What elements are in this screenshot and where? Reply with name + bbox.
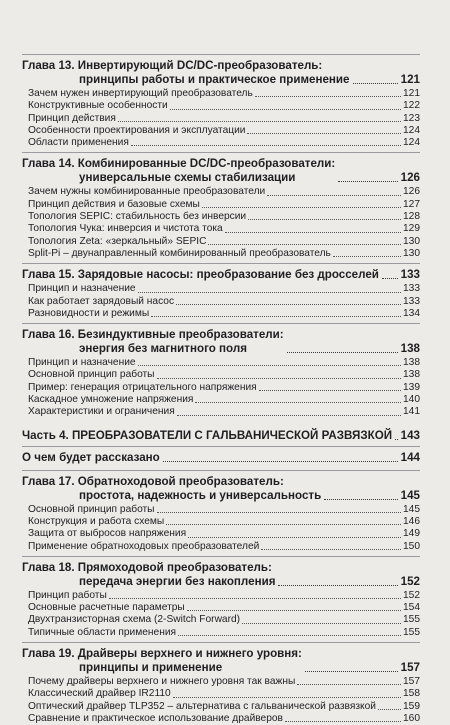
toc-item-page: 133 [403,283,420,295]
dot-leader [382,278,398,279]
dot-leader [208,244,401,245]
dot-leader [287,352,398,353]
chapter-page: 126 [400,171,420,185]
toc-item-page: 126 [403,186,420,198]
toc-item[interactable] [22,137,420,149]
toc-item-text: Split-Pi – двунаправленный комбинированный преобразователь [28,247,331,259]
toc-item-page: 150 [403,540,420,552]
dot-leader [176,304,401,305]
toc-item-page: 140 [403,394,420,406]
dot-leader [285,721,401,722]
chapter-title-line1: Глава 17. Обратноходовой преобразователь: [22,474,284,488]
chapter-heading[interactable] [22,157,420,185]
about-title: О чем будет рассказано [22,450,160,464]
toc-item[interactable] [22,394,420,406]
toc-item-page: 155 [403,614,420,626]
toc-item-page: 158 [403,688,420,700]
toc-item[interactable] [22,602,420,614]
chapter-title [22,59,350,87]
toc-item-text: Топология SEPIC: стабильность без инверсии [28,211,247,223]
toc-item-text: Оптический драйвер TLP352 – альтернатива с гальванической развязкой [28,700,376,712]
dot-leader [395,439,398,440]
chapter-title-line2: энергия без магнитного поля [79,342,247,356]
toc-item-page: 124 [403,124,420,136]
toc-item[interactable] [22,676,420,688]
toc-item-page: 138 [403,369,420,381]
chapter-page: 152 [400,574,420,588]
chapter-items [22,186,420,260]
toc-item-page: 157 [403,676,420,688]
toc-item-text: Основные расчетные параметры [28,602,185,614]
dot-leader [333,256,401,257]
dot-leader [297,684,401,685]
chapter-title-line1: Глава 15. Зарядовые насосы: преобразование без дросселей [22,268,379,282]
dot-leader [338,181,397,182]
chapter-heading[interactable] [22,328,420,356]
dot-leader [324,499,397,500]
toc-about-entry[interactable] [22,446,420,465]
toc-chapter [22,263,420,320]
toc-item-text: Зачем нужны комбинированные преобразователи [28,186,266,198]
toc-item-text: Зачем нужен инвертирующий преобразователь [28,88,253,99]
toc-item[interactable] [22,88,420,100]
chapter-title [22,561,275,589]
chapter-title [22,328,284,356]
toc-item-text: Основной принцип работы [28,369,155,381]
chapter-items [22,283,420,320]
dot-leader [188,537,401,538]
chapter-title-line1: Глава 16. Безиндуктивные преобразователи: [22,328,284,342]
toc-item-text: Принцип и назначение [28,357,136,369]
toc-item-page: 139 [403,381,420,393]
toc-item[interactable] [22,248,420,260]
dot-leader [157,512,401,513]
toc-item-page: 129 [403,223,420,235]
dot-leader [138,365,401,366]
chapter-heading[interactable] [22,59,420,87]
toc-group-part4 [22,470,420,725]
toc-item-page: 134 [403,307,420,319]
dot-leader [170,109,401,110]
toc-item[interactable] [22,701,420,713]
toc-item-page: 130 [403,247,420,259]
chapter-title-line2: передача энергии без накопления [79,574,276,588]
dot-leader [131,145,401,146]
toc-item[interactable] [22,223,420,235]
chapter-page: 121 [400,73,420,86]
toc-item-page: 121 [403,88,420,99]
dot-leader [255,96,401,97]
toc-item-page: 141 [403,406,420,418]
toc-item[interactable] [22,186,420,198]
about-page: 144 [400,450,420,464]
dot-leader [151,316,401,317]
dot-leader [261,549,401,550]
dot-leader [242,623,401,624]
toc-item-text: Принцип и назначение [28,283,136,295]
toc-item-text: Конструкция и работа схемы [28,515,165,527]
toc-item-page: 127 [403,198,420,210]
toc-item-page: 152 [403,589,420,601]
toc-item-text: Защита от выбросов напряжения [28,528,187,540]
toc-chapter [22,323,420,418]
toc-item[interactable] [22,614,420,626]
dot-leader [163,461,398,462]
chapter-items [22,357,420,418]
toc-item-text: Применение обратноходовых преобразователей [28,540,260,552]
toc-item-text: Как работает зарядовый насос [28,295,175,307]
toc-chapter [22,642,420,725]
chapter-title-line2: принципы и применение [79,661,223,675]
toc-item-page: 159 [403,700,420,712]
toc-item-page: 123 [403,112,420,124]
chapter-items [22,504,420,553]
toc-item-text: Топология Zeta: «зеркальный» SEPIC [28,235,207,247]
dot-leader [118,121,401,122]
toc-chapter [22,152,420,260]
dot-leader [173,697,401,698]
toc-item-page: 133 [403,295,420,307]
toc-item[interactable] [22,688,420,700]
toc-item-page: 160 [403,712,420,724]
chapter-title [22,268,379,282]
dot-leader [305,671,398,672]
chapter-items [22,590,420,639]
toc-item[interactable] [22,308,420,320]
dot-leader [225,232,401,233]
chapter-heading[interactable] [22,268,420,282]
toc-item-text: Особенности проектирования и эксплуатации [28,124,246,136]
toc-item-text: Типичные области применения [28,626,177,638]
dot-leader [166,524,401,525]
toc-item-page: 138 [403,357,420,369]
toc-item-page: 130 [403,235,420,247]
toc-item[interactable] [22,199,420,211]
toc-chapter [22,54,420,149]
toc-chapter [22,556,420,639]
toc-item-page: 154 [403,602,420,614]
toc-item[interactable] [22,100,420,112]
chapter-title [22,475,321,503]
toc-item[interactable] [22,125,420,137]
chapter-title-line1: Глава 19. Драйверы верхнего и нижнего уровня: [22,647,302,661]
toc-item-text: Каскадное умножение напряжения [28,394,194,406]
toc-item-page: 124 [403,137,420,149]
dot-leader [378,709,401,710]
toc-item-text: Области применения [28,137,129,149]
toc-item[interactable] [22,296,420,308]
toc-item[interactable] [22,236,420,248]
chapter-title-line1: Глава 14. Комбинированные DC/DC-преобразователи: [22,157,336,171]
chapter-title-line2: простота, надежность и универсальность [79,488,322,502]
dot-leader [138,292,401,293]
toc-item-text: Топология Чука: инверсия и чистота тока [28,223,223,235]
toc-chapter [22,470,420,553]
toc-item-page: 155 [403,626,420,638]
chapter-heading[interactable] [22,561,420,589]
toc-item[interactable] [22,713,420,725]
part-page: 143 [400,428,420,442]
chapter-title [22,647,302,675]
chapter-title [22,157,335,185]
chapter-items [22,88,420,149]
toc-item-text: Сравнение и практическое использование драйверов [28,712,283,724]
toc-item[interactable] [22,113,420,125]
toc-item-page: 122 [403,100,420,112]
chapter-heading[interactable] [22,475,420,503]
toc-item[interactable] [22,516,420,528]
toc-item-page: 149 [403,528,420,540]
toc-group-part3 [22,54,420,419]
dot-leader [247,133,401,134]
dot-leader [259,390,401,391]
toc-item[interactable] [22,590,420,602]
toc-item-text: Двухтранзисторная схема (2-Switch Forward) [28,614,241,626]
toc-item-text: Классический драйвер IR2110 [28,688,171,700]
chapter-title-line1: Глава 13. Инвертирующий DC/DC-преобразователь: [22,59,323,72]
dot-leader [187,610,401,611]
dot-leader [195,402,401,403]
chapter-page: 145 [400,488,420,502]
toc-item-text: Принцип действия и базовые схемы [28,198,200,210]
chapter-page: 133 [400,268,420,282]
dot-leader [267,195,401,196]
toc-item[interactable] [22,504,420,516]
toc-item-text: Пример: генерация отрицательного напряжения [28,381,257,393]
toc-item[interactable] [22,211,420,223]
toc-item-text: Почему драйверы верхнего и нижнего уровня так важны [28,676,296,688]
toc-item[interactable] [22,528,420,540]
toc-item[interactable] [22,406,420,418]
dot-leader [278,585,397,586]
toc-item-text: Разновидности и режимы [28,307,150,319]
part-title: Часть 4. ПРЕОБРАЗОВАТЕЛИ С ГАЛЬВАНИЧЕСКОЙ РАЗВЯЗКОЙ [22,428,393,442]
toc-item-text: Принцип действия [28,112,116,124]
toc-item-text: Основной принцип работы [28,503,155,515]
toc-item-page: 146 [403,515,420,527]
toc-item-page: 145 [403,503,420,515]
toc-item-text: Принцип работы [28,589,107,601]
dot-leader [353,83,398,84]
toc-item-text: Конструктивные особенности [28,100,168,112]
toc-item[interactable] [22,283,420,295]
chapter-heading[interactable] [22,647,420,675]
toc-item[interactable] [22,382,420,394]
toc-part-entry[interactable] [22,429,420,443]
dot-leader [248,219,401,220]
chapter-title-line2: универсальные схемы стабилизации [79,171,296,185]
toc-item-text: Характеристики и ограничения [28,406,175,418]
chapter-page: 157 [400,661,420,675]
dot-leader [178,635,401,636]
toc-item[interactable] [22,627,420,639]
dot-leader [177,415,401,416]
toc-item[interactable] [22,541,420,553]
dot-leader [202,207,401,208]
toc-item[interactable] [22,369,420,381]
dot-leader [157,378,401,379]
toc-item[interactable] [22,357,420,369]
chapter-page: 138 [400,342,420,356]
dot-leader [109,598,401,599]
chapter-title-line1: Глава 18. Прямоходовой преобразователь: [22,560,272,574]
chapter-items [22,676,420,725]
toc-item-page: 128 [403,211,420,223]
chapter-title-line2: принципы работы и практическое применение [79,73,350,86]
